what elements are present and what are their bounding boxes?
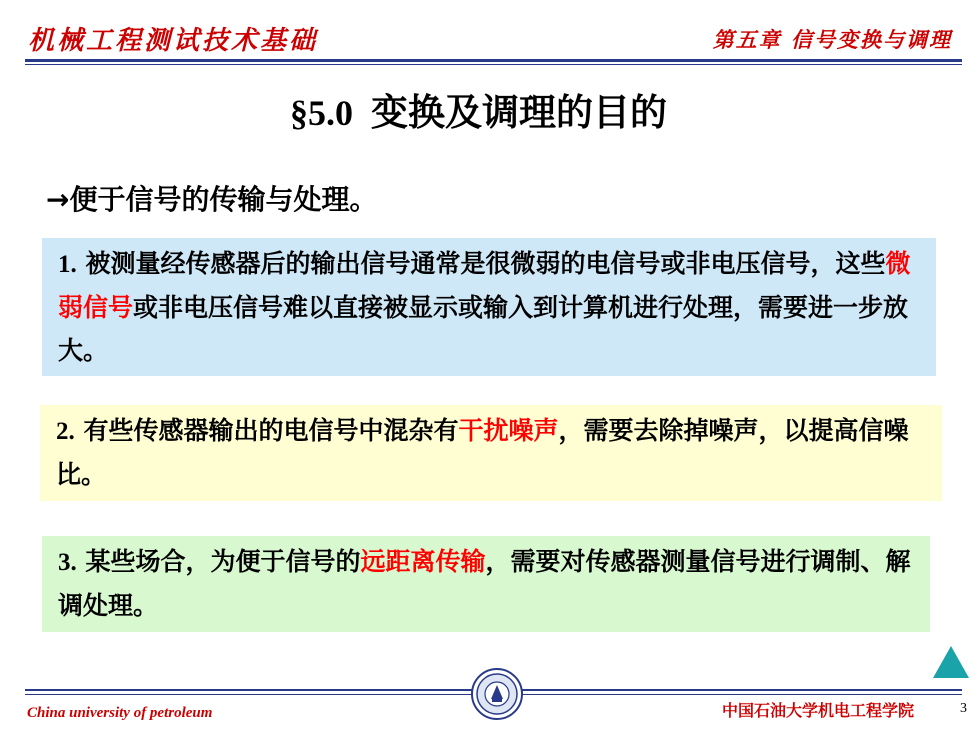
header-divider	[25, 59, 962, 62]
point-box-3	[42, 536, 930, 632]
point-number: 1.	[58, 251, 77, 278]
point-highlight: 干扰噪声	[458, 416, 559, 445]
page-number: 3	[960, 701, 967, 716]
university-seal-icon	[471, 668, 523, 720]
point-text: 被测量经传感器后的输出信号通常是很微弱的电信号或非电压信号，这些	[76, 249, 886, 278]
header-divider-thin	[25, 64, 962, 65]
point-highlight: 微弱信号	[58, 249, 911, 322]
university-name-en: China university of petroleum	[27, 705, 213, 721]
course-title: 机械工程测试技术基础	[28, 26, 319, 56]
intro-line: →便于信号的传输与处理。	[46, 183, 378, 216]
point-text-after: ，需要去除掉噪声，以提高信噪比。	[56, 416, 909, 489]
section-number: §5.0	[290, 93, 353, 133]
point-text: 某些场合，为便于信号的	[76, 547, 361, 576]
point-text: 有些传感器输出的电信号中混杂有	[74, 416, 459, 445]
point-number: 3.	[58, 549, 77, 576]
triangle-up-icon[interactable]	[931, 644, 971, 680]
point-box-2	[40, 405, 942, 501]
point-text-after: 或非电压信号难以直接被显示或输入到计算机进行处理，需要进一步放大。	[58, 293, 909, 365]
slide-title	[290, 82, 667, 136]
chapter-title: 第五章 信号变换与调理	[712, 27, 952, 52]
point-number: 2.	[56, 418, 75, 445]
point-highlight: 远距离传输	[360, 547, 486, 576]
point-box-1	[42, 238, 936, 376]
school-name: 中国石油大学机电工程学院	[722, 701, 915, 720]
section-title: 变换及调理的目的	[371, 91, 667, 134]
point-text-after: ，需要对传感器测量信号进行调制、解调处理。	[58, 547, 911, 620]
